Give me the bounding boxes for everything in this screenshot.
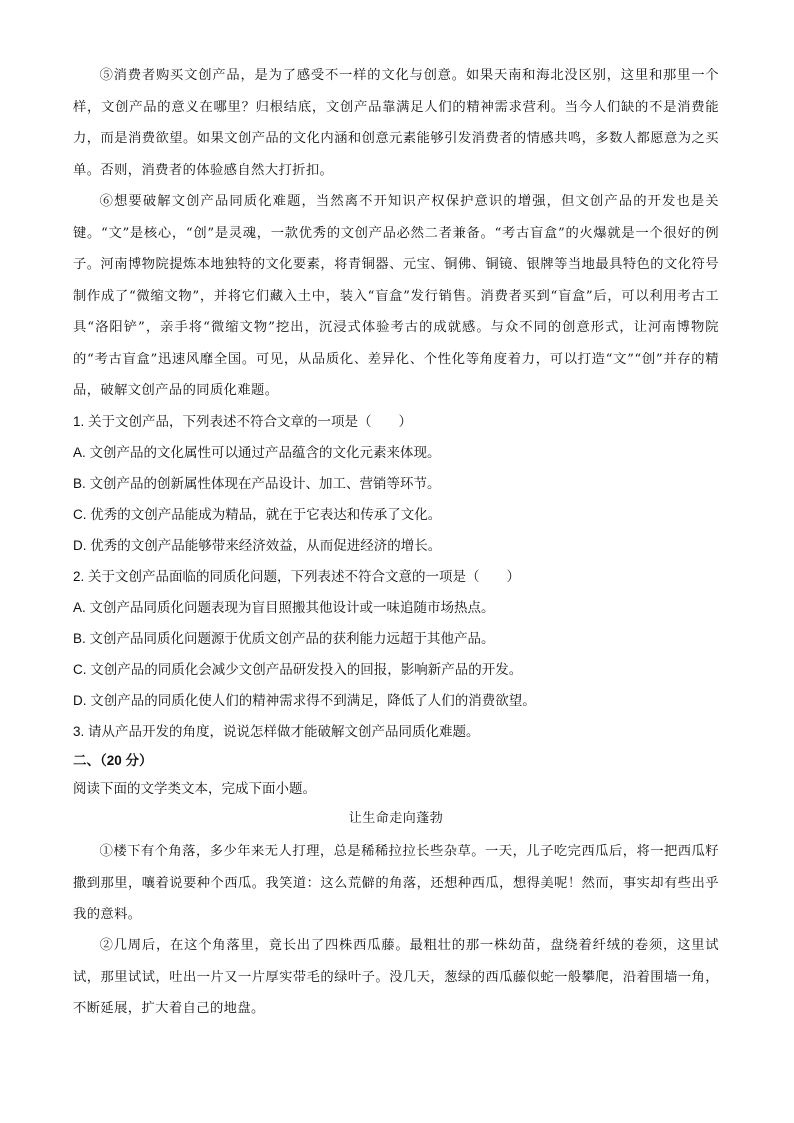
section-2-heading: 二、（20 分） xyxy=(73,753,153,768)
question-1-option-c: C. 优秀的文创产品能成为精品，就在于它表达和传承了文化。 xyxy=(73,507,442,522)
question-2-option-b: B. 文创产品同质化问题源于优质文创产品的获利能力远超于其他产品。 xyxy=(73,631,495,646)
story-title: 让生命走向蓬勃 xyxy=(348,811,444,826)
passage-paragraph-5: ⑤消费者购买文创产品，是为了感受不一样的文化与创意。如果天南和海北没区别，这里和那里一个样，文创产品的意义在哪里？归根结底，文创产品靠满足人们的精神需求营利。当今人们缺的不是消费能力，而是消费欲望。如果文创产品的文化内涵和创意元素能够引发消费者的情感共鸣，多数人都愿意为之买单。否则，消费者的体验感自然大打折扣。 xyxy=(73,68,719,178)
question-1-stem: 1. 关于文创产品，下列表述不符合文章的一项是（ ） xyxy=(73,414,413,429)
question-1-option-a: A. 文创产品的文化属性可以通过产品蕴含的文化元素来体现。 xyxy=(73,445,441,460)
question-2-option-c: C. 文创产品的同质化会减少文创产品研发投入的回报，影响新产品的开发。 xyxy=(73,662,523,677)
question-3-stem: 3. 请从产品开发的角度，说说怎样做才能破解文创产品同质化难题。 xyxy=(73,724,480,739)
question-2-option-d: D. 文创产品的同质化使人们的精神需求得不到满足，降低了人们的消费欲望。 xyxy=(73,693,536,708)
question-2-option-a: A. 文创产品同质化问题表现为盲目照搬其他设计或一味追随市场热点。 xyxy=(73,600,495,615)
story-paragraph-2: ②几周后，在这个角落里，竟长出了四株西瓜藤。最粗壮的那一株幼苗，盘绕着纤绒的卷须，这里试试，那里试试，吐出一片又一片厚实带毛的绿叶子。没几天，葱绿的西瓜藤似蛇一般攀爬，沿着围墙一角，不断延展，扩大着自己的地盘。 xyxy=(73,938,719,1016)
question-1-option-d: D. 优秀的文创产品能够带来经济效益，从而促进经济的增长。 xyxy=(73,538,442,553)
question-2-stem: 2. 关于文创产品面临的同质化问题，下列表述不符合文意的一项是（ ） xyxy=(73,569,521,584)
story-paragraph-1: ①楼下有个角落，多少年来无人打理，总是稀稀拉拉长些杂草。一天，儿子吃完西瓜后，将一把西瓜籽撒到那里，嚷着说要种个西瓜。我笑道：这么荒僻的角落，还想种西瓜，想得美呢！然而，事实却有些出乎我的意料。 xyxy=(73,844,719,922)
question-1-option-b: B. 文创产品的创新属性体现在产品设计、加工、营销等环节。 xyxy=(73,476,441,491)
passage-paragraph-6: ⑥想要破解文创产品同质化难题，当然离不开知识产权保护意识的增强，但文创产品的开发也是关键。“文”是核心，“创”是灵魂，一款优秀的文创产品必然二者兼备。“考古盲盒”的火爆就是一个很好的例子。河南博物院提炼本地独特的文化要素，将青铜器、元宝、铜佛、铜镜、银牌等当地最具特色的文化符号制作成了“微缩文物”，并将它们藏入土中，装入“盲盒”发行销售。消费者买到“盲盒”后，可以利用考古工具“洛阳铲”，亲手将“微缩文物”挖出，沉浸式体验考古的成就感。与众不同的创意形式，让河南博物院的“考古盲盒”迅速风靡全国。可见，从品质化、差异化、个性化等角度着力，可以打造“文”“创”并存的精品，破解文创产品的同质化难题。 xyxy=(73,194,719,398)
section-2-instruction: 阅读下面的文学类文本，完成下面小题。 xyxy=(73,781,316,796)
